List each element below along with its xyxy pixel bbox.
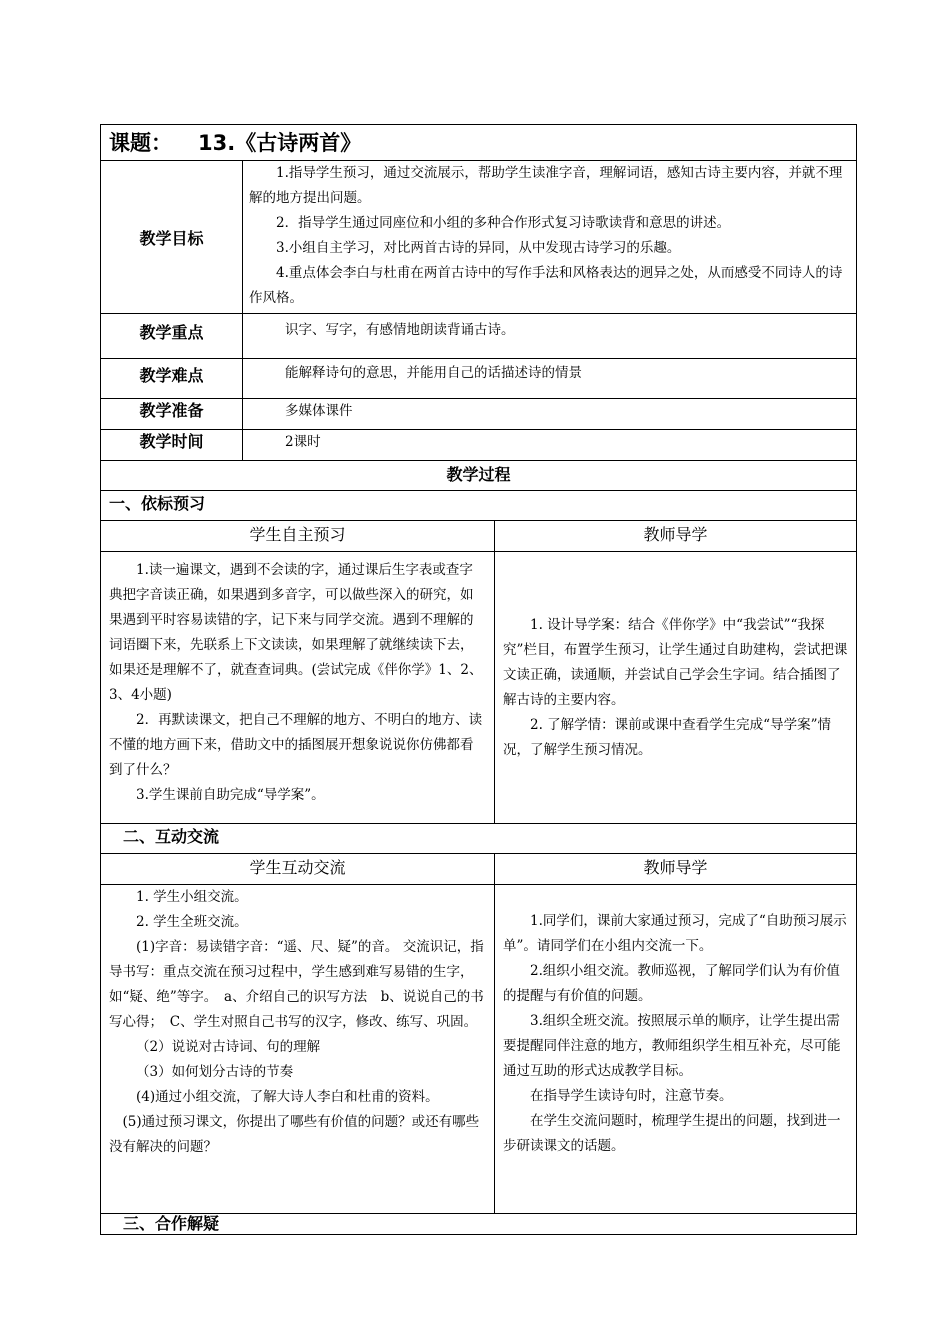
- goal-item: 3.小组自主学习，对比两首古诗的异同，从中发现古诗学习的乐趣。: [276, 240, 681, 256]
- student-item: (1)字音：易读错字音：“遥、尺、疑”的音。 交流识记，指导书写：重点交流在预习过程中，学生感到难写易错的生字，如“疑、绝”等字。 a、介绍自己的识写方法 b、说说自己的书写心得； C、学生对照自己书写的汉字，修改、练写、巩固。: [109, 939, 484, 1030]
- student-item: 2．再默读课文，把自己不理解的地方、不明白的地方、读不懂的地方画下来，借助文中的插图展开想象说说你仿佛都看到了什么？: [109, 712, 483, 778]
- process-title: 教学过程: [101, 461, 857, 491]
- part2-heading: 二、互动交流: [101, 824, 857, 854]
- teacher-item: 1.同学们，课前大家通过预习，完成了“自助预习展示单”。请同学们在小组内交流一下。: [503, 913, 847, 954]
- title-value: 13.《古诗两首》: [198, 131, 362, 155]
- teacher-item: 3.组织全班交流。按照展示单的顺序，让学生提出需要提醒同伴注意的地方，教师组织学生相互补充，尽可能通过互助的形式达成教学目标。: [503, 1013, 841, 1079]
- part1-teacher-content: [495, 552, 857, 824]
- student-item: 1. 学生小组交流。: [136, 889, 248, 905]
- part1-teacher-head: 教师导学: [495, 521, 857, 552]
- part3-heading: 三、合作解疑: [101, 1214, 857, 1235]
- part2-teacher-head: 教师导学: [495, 854, 857, 885]
- teacher-item: 2. 了解学情：课前或课中查看学生完成“导学案”情况，了解学生预习情况。: [503, 716, 831, 758]
- student-item: 2. 学生全班交流。: [136, 914, 248, 930]
- part2-student-content: [101, 885, 495, 1214]
- duration-label: 教学时间: [101, 430, 243, 461]
- key-point-label: 教学重点: [101, 314, 243, 359]
- duration-value: 2课时: [243, 430, 857, 461]
- goal-item: 2．指导学生通过同座位和小组的多种合作形式复习诗歌读背和意思的讲述。: [276, 215, 731, 231]
- teacher-item: 1. 设计导学案：结合《伴你学》中“我尝试”“我探究”栏目，布置学生预习，让学生通过自助建构，尝试把课文读正确，读通顺，并尝试自己学会生字词。结合插图了解古诗的主要内容。: [503, 616, 848, 708]
- preparation-value: 多媒体课件: [243, 399, 857, 430]
- key-point-value: 识字、写字，有感情地朗读背诵古诗。: [243, 314, 857, 359]
- goals-content: [243, 161, 857, 314]
- student-item: (5)通过预习课文，你提出了哪些有价值的问题？或还有哪些没有解决的问题？: [109, 1114, 480, 1155]
- lesson-title: [101, 125, 857, 161]
- goal-item: 4.重点体会李白与杜甫在两首古诗中的写作手法和风格表达的迥异之处，从而感受不同诗人的诗作风格。: [249, 265, 843, 306]
- teacher-item: 在学生交流问题时，梳理学生提出的问题，找到进一步研读课文的话题。: [503, 1113, 841, 1154]
- student-item: （3）如何划分古诗的节奏: [136, 1064, 294, 1080]
- part2-student-head: 学生互动交流: [101, 854, 495, 885]
- goal-item: 1.指导学生预习，通过交流展示，帮助学生读准字音，理解词语，感知古诗主要内容，并就不理解的地方提出问题。: [249, 165, 843, 206]
- student-item: (4)通过小组交流，了解大诗人李白和杜甫的资料。: [136, 1089, 439, 1105]
- student-item: 1.读一遍课文，遇到不会读的字，通过课后生字表或查字典把字音读正确，如果遇到多音字，可以做些深入的研究，如果遇到平时容易读错的字，记下来与同学交流。遇到不理解的词语圈下来，先联系上下文读读，如果理解了就继续读下去，如果还是理解不了，就查查词典。(尝试完成《伴你学》1、2、3、4小题): [109, 562, 483, 703]
- difficulty-label: 教学难点: [101, 359, 243, 399]
- student-item: （2）说说对古诗词、句的理解: [136, 1039, 321, 1055]
- part1-student-head: 学生自主预习: [101, 521, 495, 552]
- lesson-plan-table: [100, 124, 857, 1235]
- part1-heading: 一、依标预习: [101, 491, 857, 521]
- lesson-plan: [100, 124, 856, 1235]
- part1-student-content: [101, 552, 495, 824]
- title-label: 课题：: [109, 131, 172, 155]
- part2-teacher-content: [495, 885, 857, 1214]
- preparation-label: 教学准备: [101, 399, 243, 430]
- teacher-item: 2.组织小组交流。教师巡视，了解同学们认为有价值的提醒与有价值的问题。: [503, 963, 840, 1004]
- teacher-item: 在指导学生读诗句时，注意节奏。: [530, 1088, 733, 1104]
- difficulty-value: 能解释诗句的意思，并能用自己的话描述诗的情景: [243, 359, 857, 399]
- goals-label: 教学目标: [101, 161, 243, 314]
- student-item: 3.学生课前自助完成“导学案”。: [136, 787, 325, 803]
